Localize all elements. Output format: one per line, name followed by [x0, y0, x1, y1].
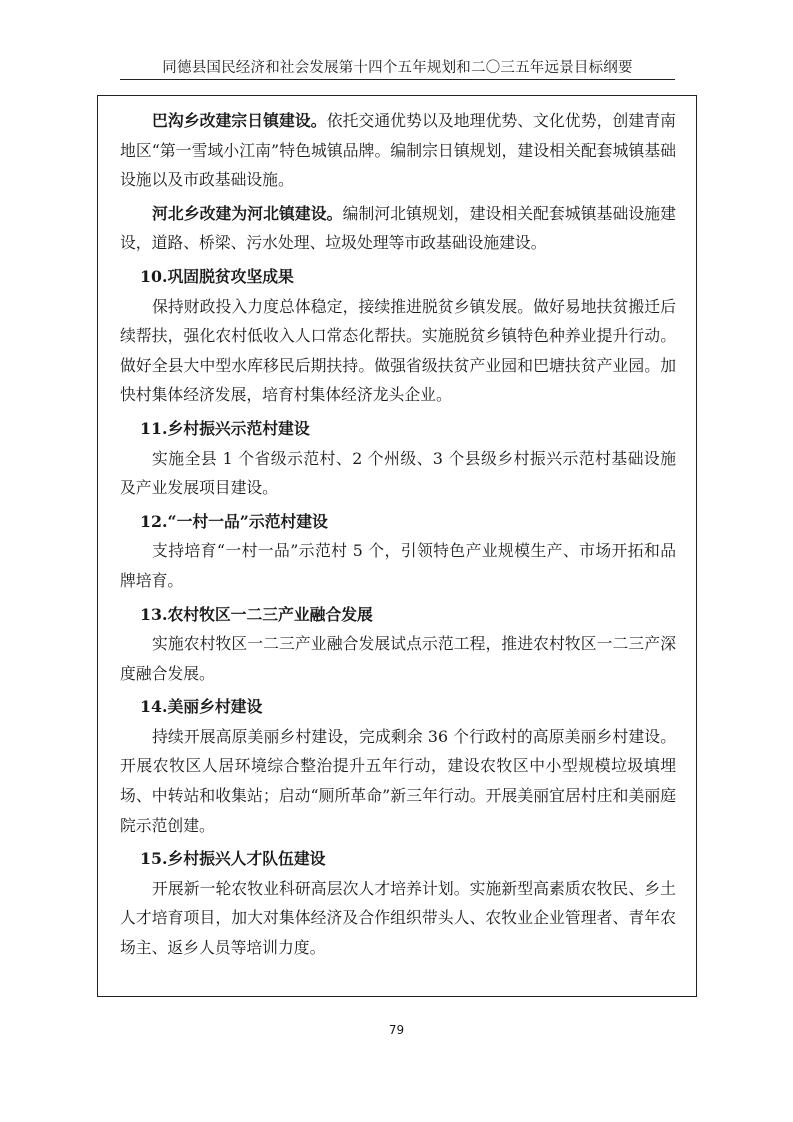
section-heading-14: 14.美丽乡村建设	[140, 697, 263, 717]
section-heading-12: 12.“一村一品”示范村建设	[140, 511, 328, 531]
section-text-13: 实施农村牧区一二三产业融合发展试点示范工程，推进农村牧区一二三产深度融合发展。	[120, 634, 676, 683]
page-number: 79	[388, 1023, 405, 1037]
section-text-15: 开展新一轮农牧业科研高层次人才培养计划。实施新型高素质农牧民、乡土人才培育项目，加大对集体经济及合作组织带头人、农牧业企业管理者、青年农场主、返乡人员等培训力度。	[120, 878, 676, 958]
section-text-12: 支持培育“一村一品”示范村 5 个，引领特色产业规模生产、市场开拓和品牌培育。	[120, 541, 676, 590]
section-text-11: 实施全县 1 个省级示范村、2 个州级、3 个县级乡村振兴示范村基础设施及产业发展项目建设。	[120, 448, 676, 498]
header-divider	[120, 79, 675, 80]
paragraph-lead: 巴沟乡改建宗日镇建设。	[152, 111, 327, 130]
section-heading-15: 15.乡村振兴人才队伍建设	[140, 849, 326, 869]
paragraph-hebei	[120, 199, 676, 258]
section-text-10: 保持财政投入力度总体稳定，接续推进脱贫乡镇发展。做好易地扶贫搬迁后续帮扶，强化农村低收入人口常态化帮扶。实施脱贫乡镇特色种养业提升行动。做好全县大中型水库移民后期扶持。做强省级扶贫产业园和巴塘扶贫产业园。加快村集体经济发展，培育村集体经济龙头企业。	[120, 296, 676, 405]
document-header: 同德县国民经济和社会发展第十四个五年规划和二〇三五年远景目标纲要	[162, 60, 633, 76]
paragraph-text: 编制河北镇规划，建设相关配套城镇基础设施建设，道路、桥梁、污水处理、垃圾处理等市政基础设施建设。	[120, 203, 676, 253]
content-body	[120, 106, 676, 963]
section-heading-10: 10.巩固脱贫攻坚成果	[140, 266, 294, 286]
section-heading-13: 13.农村牧区一二三产业融合发展	[140, 604, 373, 624]
paragraph-bagou	[120, 106, 676, 195]
section-heading-11: 11.乡村振兴示范村建设	[140, 418, 310, 438]
content-box	[97, 95, 697, 997]
paragraph-text: 依托交通优势以及地理优势、文化优势，创建青南地区“第一雪域小江南”特色城镇品牌。编制宗日镇规划，建设相关配套城镇基础设施以及市政基础设施。	[120, 111, 676, 190]
section-text-14: 持续开展高原美丽乡村建设，完成剩余 36 个行政村的高原美丽乡村建设。开展农牧区人居环境综合整治提升五年行动，建设农牧区中小型规模垃圾填埋场、中转站和收集站；启动“厕所革命”新三年行动。开展美丽宜居村庄和美丽庭院示范创建。	[120, 726, 676, 835]
paragraph-lead: 河北乡改建为河北镇建设。	[152, 203, 343, 223]
